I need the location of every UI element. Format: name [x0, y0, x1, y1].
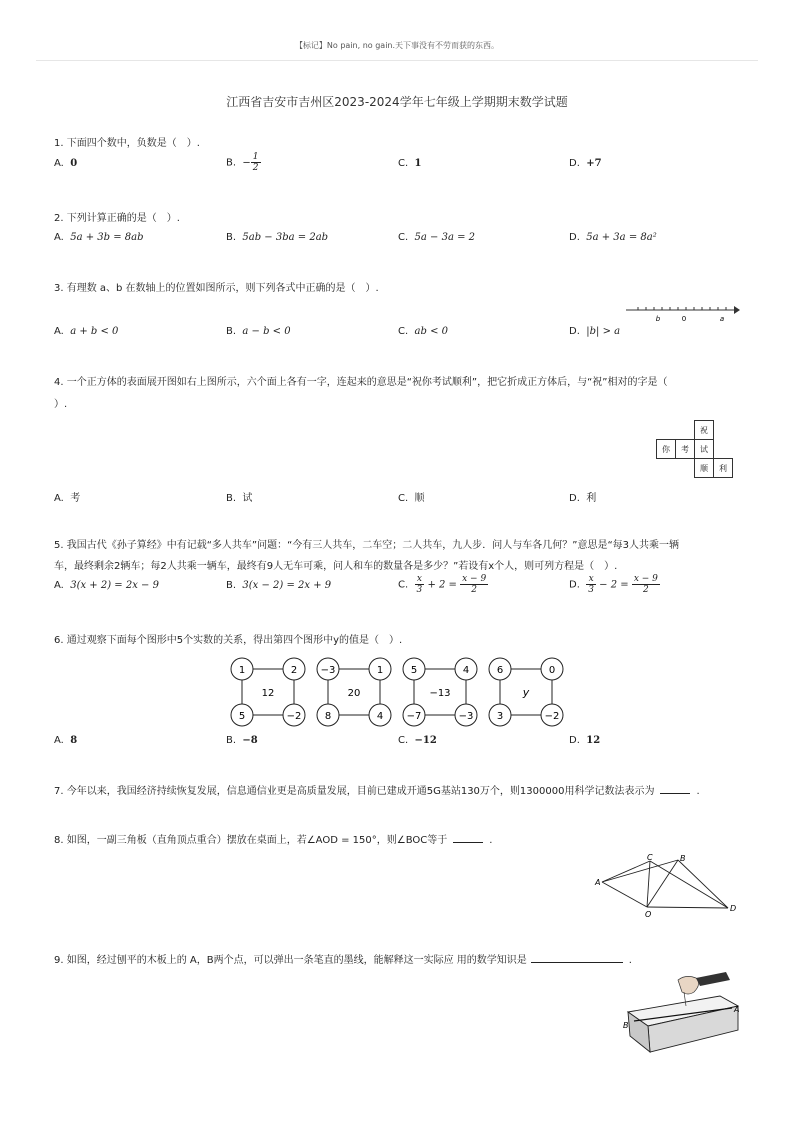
q2-option-b-label: B. [226, 232, 237, 243]
q3-option-b[interactable] [226, 326, 291, 337]
q7-answer-blank[interactable] [660, 793, 690, 794]
q5-option-b-label: B. [226, 580, 237, 591]
q6-stem: 6. 通过观察下面每个图形中5个实数的关系，得出第四个图形中y的值是（ ）. [54, 635, 403, 646]
q5-c-frac2 [460, 574, 488, 595]
fig3-center: −13 [429, 688, 451, 699]
fig3-top-left: 5 [410, 665, 418, 676]
q2-option-b[interactable] [226, 232, 328, 243]
q5-d-frac1-den: 3 [588, 585, 594, 595]
q4-option-a[interactable] [54, 489, 80, 504]
q2-option-d-value: 5a + 3a = 8a² [586, 232, 657, 243]
q6-option-c-label: C. [398, 735, 409, 746]
q2-option-b-value: 5ab − 3ba = 2ab [242, 232, 329, 243]
q6-option-a[interactable] [54, 735, 77, 746]
q1-b-numerator: 1 [252, 152, 259, 162]
q3-option-c-value: ab < 0 [414, 326, 448, 337]
q6-option-a-value: 8 [70, 735, 78, 746]
q4-option-d-label: D. [569, 493, 580, 504]
q1-option-c[interactable] [398, 158, 422, 169]
q8-question [54, 832, 744, 850]
q5-c-middle: + 2 = [427, 579, 457, 591]
q3-option-a[interactable] [54, 326, 118, 337]
q3-option-c[interactable] [398, 326, 448, 337]
q9-label-A: A [734, 1005, 740, 1014]
q2-option-c[interactable] [398, 232, 475, 243]
q4-option-d-value: 利 [586, 493, 597, 504]
q2-option-a-value: 5a + 3b = 8ab [70, 232, 144, 243]
q9-wooden-board [628, 996, 738, 1052]
q6-option-d[interactable] [569, 735, 600, 746]
q5-d-frac2-den: 2 [643, 585, 649, 595]
q1-option-a-label: A. [54, 158, 64, 169]
number-line-label-0: 0 [681, 315, 687, 323]
q8-answer-blank[interactable] [453, 842, 483, 843]
q5-stem-line1: 5. 我国古代《孙子算经》中有记载“多人共车”问题：“今有三人共车，二车空；二人共车，九人步．问人与车各几何？”意思是“每3人共乘一辆 [54, 540, 679, 551]
q1-option-c-value: 1 [414, 158, 422, 169]
q5-option-b-value: 3(x − 2) = 2x + 9 [242, 580, 332, 591]
q6-figure-2 [317, 658, 391, 726]
q9-question [54, 952, 744, 970]
net-cell-bot-2: 利 [714, 459, 733, 478]
fig2-center: 20 [347, 688, 361, 699]
fig3-top-right: 4 [462, 665, 470, 676]
q5-c-frac1-num: x [415, 574, 425, 585]
q3-option-a-label: A. [54, 326, 64, 337]
q7-stem: 7. 今年以来，我国经济持续恢复发展，信息通信业更是高质量发展，目前已建成开通5G基站130万个，则1300000用科学记数法表示为 [54, 786, 655, 797]
q1-option-d-label: D. [569, 158, 580, 169]
q9-end: . [628, 955, 632, 966]
q6-option-b[interactable] [226, 735, 258, 746]
q1-option-b-sign: − [242, 157, 251, 169]
q5-option-a[interactable] [54, 580, 159, 591]
q3-option-b-value: a − b < 0 [242, 326, 291, 337]
q5-d-frac1-num: x [586, 574, 596, 585]
q8-label-A: A [595, 878, 601, 887]
fig3-bottom-right: −3 [458, 711, 474, 722]
q2-option-d[interactable] [569, 232, 657, 243]
q4-option-b[interactable] [226, 489, 252, 504]
q2-option-a[interactable] [54, 232, 144, 243]
q4-option-c-label: C. [398, 493, 409, 504]
q5-d-frac2-num: x − 9 [633, 574, 658, 584]
header-divider [36, 60, 758, 61]
number-line-arrow [734, 306, 740, 314]
page-header-slogan: 【标记】No pain, no gain.天下事没有不劳而获的东西。 [294, 41, 500, 50]
q6-figure-4 [489, 658, 563, 726]
q9-board-figure [620, 970, 744, 1060]
q3-option-d-value: |b| > a [586, 326, 621, 337]
q9-label-B: B [623, 1021, 629, 1030]
q5-option-a-label: A. [54, 580, 64, 591]
q5-c-frac2-den: 2 [471, 585, 478, 595]
q4-option-a-label: A. [54, 493, 64, 504]
fig4-center: y [522, 686, 530, 699]
q5-option-c[interactable] [398, 574, 488, 595]
q6-figures [228, 652, 568, 732]
q4-stem-line1: 4. 一个正方体的表面展开图如右上图所示，六个面上各有一字，连起来的意思是“祝你考试顺利”，把它折成正方体后，与“祝”相对的字是（ [54, 377, 668, 388]
q8-stem: 8. 如图，一副三角板（直角顶点重合）摆放在桌面上，若∠AOD = 150°，则∠BOC等于 [54, 835, 448, 846]
fig2-bottom-right: 4 [376, 711, 384, 722]
q2-option-a-label: A. [54, 232, 64, 243]
fig4-top-left: 6 [496, 665, 504, 676]
fig1-bottom-right: −2 [286, 711, 302, 722]
q8-label-C: C [647, 853, 653, 862]
q4-option-b-label: B. [226, 493, 237, 504]
q2-stem: 2. 下列计算正确的是（ ）. [54, 213, 180, 224]
q5-c-frac1 [415, 574, 425, 595]
q2-option-c-label: C. [398, 232, 409, 243]
q6-option-b-value: −8 [242, 735, 258, 746]
q8-label-B: B [680, 854, 686, 863]
q5-stem-line2: 车，最终剩余2辆车；每2人共乘一辆车，最终有9人无车可乘，问人和车的数量各是多少？”若设有x个人，则可列方程是（ ）. [54, 561, 618, 572]
q3-number-line [624, 302, 742, 324]
q8-triangle-lines [602, 860, 728, 908]
q5-d-middle: − 2 = [599, 579, 629, 591]
fig1-center: 12 [261, 688, 275, 699]
q1-option-a[interactable] [54, 158, 77, 169]
fig2-bottom-left: 8 [324, 711, 332, 722]
q1-option-c-label: C. [398, 158, 409, 169]
q7-end: . [696, 786, 700, 797]
q9-stem: 9. 如图，经过刨平的木板上的 A，B两个点，可以弹出一条笔直的墨线，能解释这一实际应 用的数学知识是 [54, 955, 527, 966]
q1-option-b-label: B. [226, 157, 237, 169]
fig3-bottom-left: −7 [406, 711, 422, 722]
q5-d-frac2 [632, 574, 660, 595]
number-line-label-a: a [719, 315, 725, 323]
q6-option-a-label: A. [54, 735, 64, 746]
q4-cube-net [656, 420, 733, 478]
fig1-bottom-left: 5 [238, 711, 246, 722]
net-cell-mid-1: 你 [657, 440, 676, 459]
net-cell-mid-2: 考 [676, 440, 695, 459]
q6-figure-1 [231, 658, 305, 726]
q8-triangle-figure [590, 850, 740, 920]
fig4-bottom-right: −2 [544, 711, 560, 722]
q4-option-a-value: 考 [70, 493, 81, 504]
q8-label-D: D [730, 904, 737, 913]
q1-option-b-fraction [251, 152, 261, 173]
q5-option-d[interactable] [569, 574, 660, 595]
q1-stem: 1. 下面四个数中，负数是（ ）. [54, 138, 200, 149]
q3-option-a-value: a + b < 0 [70, 326, 119, 337]
fig2-top-right: 1 [376, 665, 384, 676]
q1-option-a-value: 0 [70, 158, 78, 169]
q6-option-c[interactable] [398, 735, 437, 746]
q3-option-d[interactable] [569, 326, 620, 337]
q6-option-b-label: B. [226, 735, 237, 746]
q8-label-O: O [645, 910, 652, 919]
q5-c-frac2-num: x − 9 [462, 574, 487, 584]
q1-option-d[interactable] [569, 158, 602, 169]
fig4-bottom-left: 3 [496, 711, 504, 722]
q1-option-b[interactable] [226, 152, 261, 173]
number-line-label-b: b [655, 315, 661, 323]
q4-option-c[interactable] [398, 489, 425, 504]
q5-option-a-value: 3(x + 2) = 2x − 9 [70, 580, 159, 591]
q3-option-b-label: B. [226, 326, 237, 337]
fig4-top-right: 0 [548, 665, 556, 676]
q5-c-frac1-den: 3 [416, 585, 423, 595]
q9-answer-blank[interactable] [531, 962, 623, 963]
net-cell-top: 祝 [695, 421, 714, 440]
q4-option-d[interactable] [569, 489, 596, 504]
q1-b-denominator: 2 [252, 163, 259, 173]
q6-option-c-value: −12 [414, 735, 437, 746]
net-cell-bot-1: 顺 [695, 459, 714, 478]
q6-figure-3 [403, 658, 477, 726]
fig1-top-right: 2 [290, 665, 298, 676]
q4-option-c-value: 顺 [414, 493, 425, 504]
q5-d-frac1 [586, 574, 596, 595]
q1-option-d-value: +7 [586, 158, 602, 169]
q6-option-d-value: 12 [586, 735, 601, 746]
page-title: 江西省吉安市吉州区2023-2024学年七年级上学期期末数学试题 [226, 95, 568, 109]
q4-option-b-value: 试 [242, 493, 253, 504]
fig1-top-left: 1 [238, 665, 246, 676]
fig2-top-left: −3 [320, 665, 336, 676]
q2-option-d-label: D. [569, 232, 580, 243]
q5-option-d-label: D. [569, 579, 580, 591]
q5-option-c-label: C. [398, 579, 409, 591]
q4-stem-line2: ）. [54, 399, 68, 410]
q2-option-c-value: 5a − 3a = 2 [414, 232, 476, 243]
net-cell-mid-3: 试 [695, 440, 714, 459]
q7-question [54, 783, 754, 801]
q3-option-c-label: C. [398, 326, 409, 337]
q5-option-b[interactable] [226, 580, 331, 591]
q6-option-d-label: D. [569, 735, 580, 746]
q3-stem: 3. 有理数 a、b 在数轴上的位置如图所示，则下列各式中正确的是（ ）. [54, 283, 379, 294]
q8-end: . [489, 835, 493, 846]
q3-option-d-label: D. [569, 326, 580, 337]
